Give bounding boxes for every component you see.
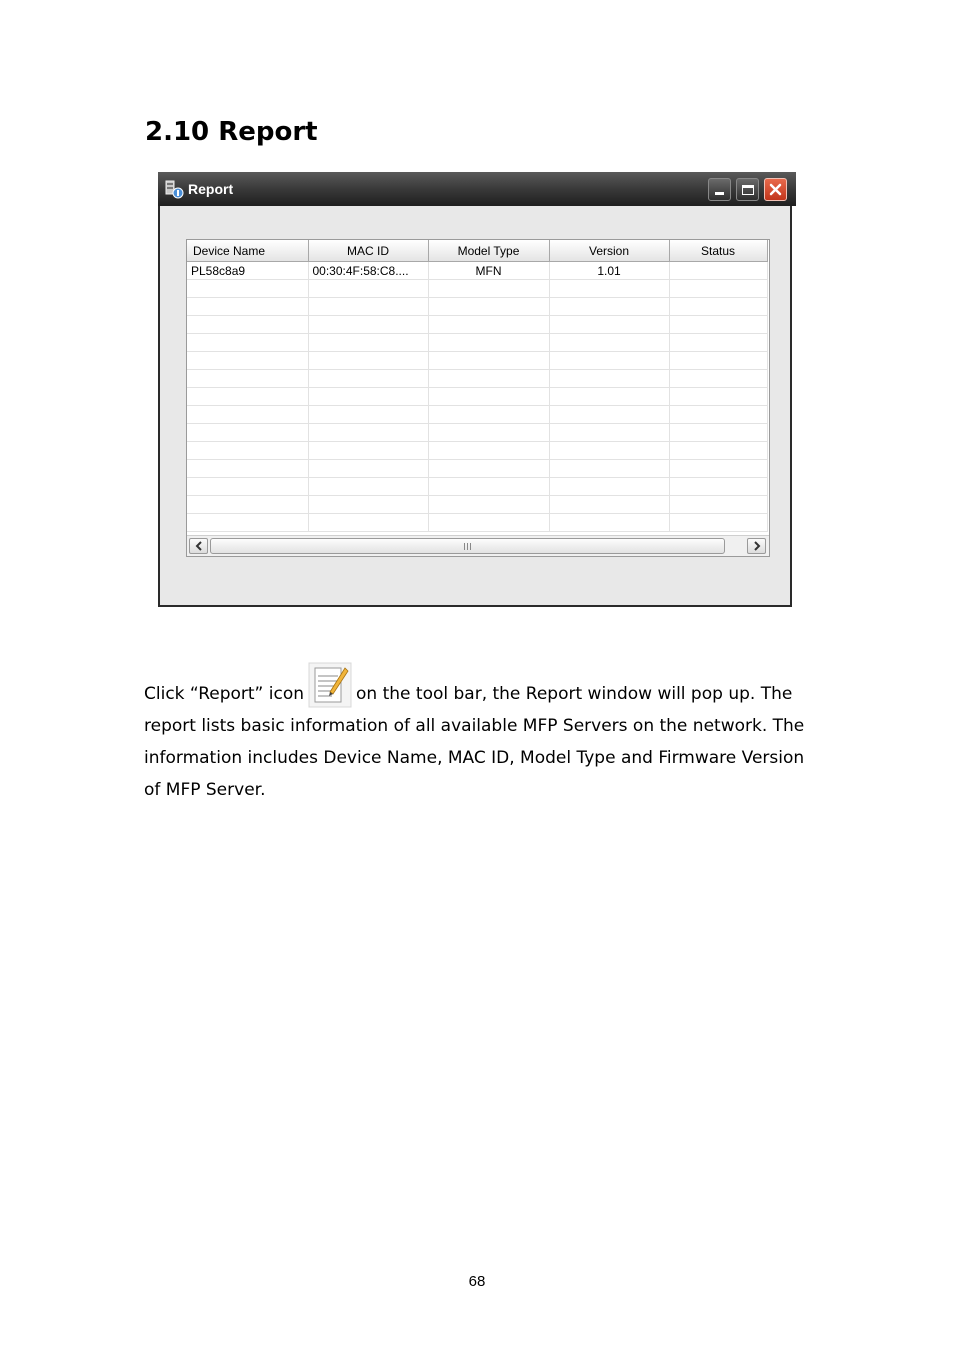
table-row[interactable]: [187, 298, 767, 316]
table-cell: [549, 478, 669, 496]
close-button[interactable]: [764, 178, 787, 201]
table-cell: [308, 316, 428, 334]
table-cell: [669, 316, 767, 334]
cell-model-type: MFN: [428, 262, 549, 280]
table-cell: [428, 424, 549, 442]
table-cell: [669, 352, 767, 370]
minimize-icon: [715, 192, 724, 195]
table-row[interactable]: [187, 316, 767, 334]
table-cell: [187, 406, 308, 424]
window-title: Report: [188, 181, 234, 197]
cell-mac-id: 00:30:4F:58:C8....: [308, 262, 428, 280]
table-row[interactable]: [187, 496, 767, 514]
table-cell: [428, 514, 549, 532]
table-cell: [187, 388, 308, 406]
table-cell: [669, 280, 767, 298]
table-cell: [428, 334, 549, 352]
table-cell: [669, 406, 767, 424]
column-header-model-type[interactable]: Model Type: [428, 240, 549, 262]
table-cell: [308, 406, 428, 424]
table-cell: [187, 298, 308, 316]
table-cell: [187, 460, 308, 478]
table-cell: [669, 424, 767, 442]
table-cell: [669, 514, 767, 532]
minimize-button[interactable]: [708, 178, 731, 201]
table-cell: [428, 460, 549, 478]
horizontal-scrollbar[interactable]: [187, 535, 769, 556]
device-list[interactable]: [186, 239, 770, 557]
table-cell: [669, 460, 767, 478]
window-titlebar[interactable]: [158, 172, 796, 206]
table-cell: [187, 496, 308, 514]
chevron-right-icon: [753, 541, 761, 551]
table-cell: [308, 280, 428, 298]
table-row[interactable]: [187, 280, 767, 298]
table-cell: [308, 298, 428, 316]
table-cell: [669, 334, 767, 352]
table-cell: [549, 496, 669, 514]
device-table: [187, 240, 768, 532]
maximize-button[interactable]: [736, 178, 759, 201]
description-paragraph: [144, 662, 824, 806]
page-number: 68: [468, 1273, 486, 1290]
cell-status: [669, 262, 767, 280]
table-cell: [308, 424, 428, 442]
table-cell: [308, 334, 428, 352]
maximize-icon: [742, 185, 754, 195]
table-row[interactable]: [187, 370, 767, 388]
table-cell: [428, 352, 549, 370]
table-header-row: [187, 240, 767, 262]
table-cell: [308, 388, 428, 406]
table-cell: [549, 298, 669, 316]
line1-after-icon: on the tool bar, the Report window will pop up.: [356, 684, 756, 704]
table-cell: [549, 442, 669, 460]
table-cell: [308, 460, 428, 478]
table-cell: [549, 334, 669, 352]
table-cell: [428, 478, 549, 496]
line1-before-icon: Click “Report” icon: [144, 684, 305, 704]
table-cell: [428, 280, 549, 298]
table-cell: [549, 514, 669, 532]
table-cell: [549, 280, 669, 298]
table-row[interactable]: [187, 352, 767, 370]
table-cell: [187, 334, 308, 352]
scroll-grip-icon: [464, 543, 473, 550]
scroll-thumb[interactable]: [210, 538, 725, 554]
table-cell: [187, 424, 308, 442]
table-cell: [549, 352, 669, 370]
table-cell: [308, 352, 428, 370]
table-cell: [669, 298, 767, 316]
column-header-status[interactable]: Status: [669, 240, 767, 262]
table-row[interactable]: [187, 424, 767, 442]
table-cell: [669, 370, 767, 388]
table-cell: [308, 514, 428, 532]
table-cell: [308, 478, 428, 496]
report-window: [158, 172, 792, 607]
table-cell: [549, 424, 669, 442]
table-cell: [308, 496, 428, 514]
table-cell: [187, 316, 308, 334]
column-header-device-name[interactable]: Device Name: [187, 240, 308, 262]
table-row[interactable]: [187, 460, 767, 478]
table-cell: [549, 370, 669, 388]
cell-version: 1.01: [549, 262, 669, 280]
table-cell: [428, 388, 549, 406]
table-cell: [187, 442, 308, 460]
table-cell: [669, 388, 767, 406]
table-cell: [428, 298, 549, 316]
table-cell: [308, 442, 428, 460]
table-cell: [428, 496, 549, 514]
table-cell: [308, 370, 428, 388]
table-cell: [549, 406, 669, 424]
table-cell: [187, 280, 308, 298]
cell-device-name: PL58c8a9: [187, 262, 308, 280]
table-cell: [187, 370, 308, 388]
close-icon: [769, 183, 782, 196]
table-row[interactable]: [187, 514, 767, 532]
table-row[interactable]: [187, 262, 767, 280]
report-notepad-icon: [308, 662, 352, 708]
table-cell: [428, 316, 549, 334]
table-cell: [428, 406, 549, 424]
chevron-left-icon: [195, 541, 203, 551]
printer-server-icon: [164, 179, 184, 199]
description-text: The report lists basic information of all available MFP Servers on the network. The information includes Device Name, MAC ID, Model Type and Firmware Version of MFP Server.: [144, 684, 805, 800]
table-cell: [549, 316, 669, 334]
section-heading: 2.10 Report: [145, 117, 318, 147]
scroll-left-button[interactable]: [189, 538, 208, 554]
column-header-version[interactable]: Version: [549, 240, 669, 262]
table-cell: [187, 478, 308, 496]
column-header-mac-id[interactable]: MAC ID: [308, 240, 428, 262]
table-cell: [428, 370, 549, 388]
scroll-right-button[interactable]: [747, 538, 766, 554]
table-row[interactable]: [187, 442, 767, 460]
table-row[interactable]: [187, 334, 767, 352]
table-cell: [669, 442, 767, 460]
table-cell: [187, 514, 308, 532]
table-row[interactable]: [187, 406, 767, 424]
table-row[interactable]: [187, 388, 767, 406]
table-cell: [428, 442, 549, 460]
table-cell: [549, 388, 669, 406]
table-cell: [549, 460, 669, 478]
table-cell: [669, 478, 767, 496]
table-row[interactable]: [187, 478, 767, 496]
table-cell: [187, 352, 308, 370]
table-cell: [669, 496, 767, 514]
